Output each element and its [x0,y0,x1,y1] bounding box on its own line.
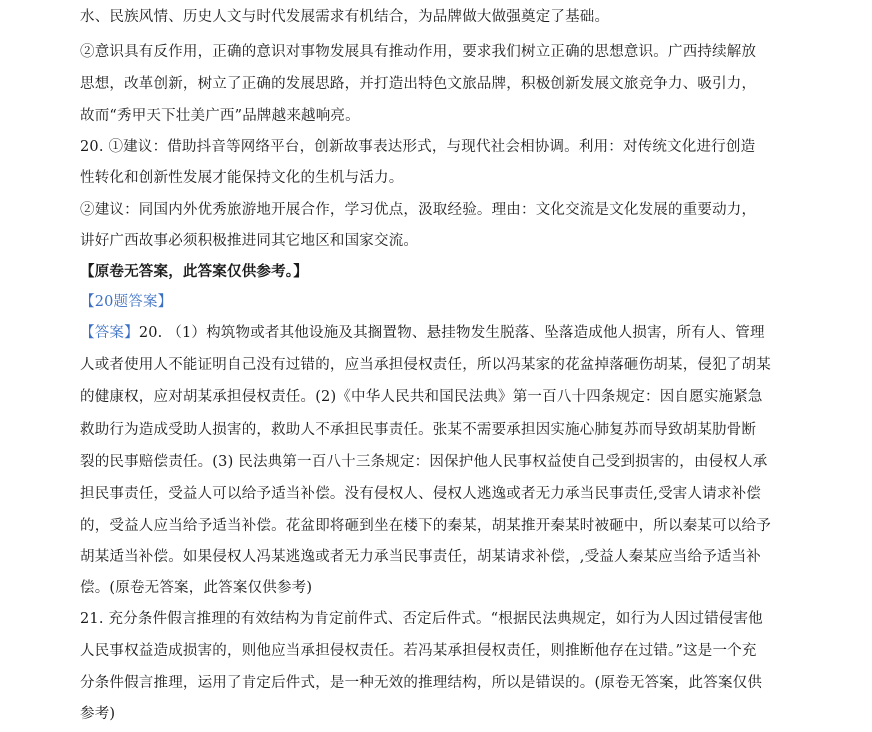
answer-text: 20. （1）构筑物或者其他设施及其搁置物、悬挂物发生脱落、坠落造成他人损害，所有人、管理 [138,325,765,341]
text-line: 分条件假言推理，运用了肯定后件式，是一种无效的推理结构，所以是错误的。(原卷无答案，此答案仅供 [80,675,763,691]
text-line: 思想，改革创新，树立了正确的发展思路，并打造出特色文旅品牌，积极创新发展文旅竞争力、吸引力， [80,76,757,92]
text-line: 的健康权，应对胡某承担侵权责任。(2)《中华人民共和国民法典》第一百八十四条规定：因自愿实施紧急 [80,389,763,405]
text-line: 水、民族风情、历史人文与时代发展需求有机结合，为品牌做大做强奠定了基础。 [80,9,610,25]
text-line: 讲好广西故事必须积极推进同其它地区和国家交流。 [80,233,419,249]
text-line: 胡某适当补偿。如果侵权人冯某逃逸或者无力承当民事责任，胡某请求补偿，,受益人秦某应当给予适当补 [80,549,762,565]
text-line: 20. ①建议：借助抖音等网络平台，创新故事表达形式，与现代社会相协调。利用：对传统文化进行创造 [80,139,756,155]
text-line: 偿。(原卷无答案，此答案仅供参考) [80,580,313,596]
text-line: 21. 充分条件假言推理的有效结构为肯定前件式、否定后件式。“根据民法典规定，如行为人因过错侵害他 [80,611,763,627]
text-line: 担民事责任，受益人可以给予适当补偿。没有侵权人、侵权人逃逸或者无力承当民事责任,受害人请求补偿 [80,486,762,502]
text-line: ②意识具有反作用，正确的意识对事物发展具有推动作用，要求我们树立正确的思想意识。广西持续解放 [80,44,757,60]
text-line: 人或者使用人不能证明自己没有过错的，应当承担侵权责任，所以冯某家的花盆掉落砸伤胡某，侵犯了胡某 [80,357,771,373]
text-line: 参考) [80,706,116,722]
text-line: 性转化和创新性发展才能保持文化的生机与活力。 [80,170,404,186]
text-line: 【原卷无答案，此答案仅供参考。】 [80,263,308,280]
text-line: 故而“秀甲天下壮美广西”品牌越来越响亮。 [80,108,360,124]
text-line: 的，受益人应当给予适当补偿。花盆即将砸到坐在楼下的秦某，胡某推开秦某时被砸中，所以秦某可以给予 [80,518,771,534]
answer-line [80,323,765,343]
text-line: 裂的民事赔偿责任。(3) 民法典第一百八十三条规定：因保护他人民事权益使自己受到损害的，由侵权人承 [80,454,768,470]
text-line: ②建议：同国内外优秀旅游地开展合作，学习优点，汲取经验。理由：文化交流是文化发展的重要动力， [80,202,757,218]
answer-tag: 【答案】 [80,325,139,341]
text-line: 救助行为造成受助人损害的，救助人不承担民事责任。张某不需要承担因实施心肺复苏而导致胡某肋骨断 [80,422,757,438]
section-heading: 【20题答案】 [80,294,173,310]
text-line: 人民事权益造成损害的，则他应当承担侵权责任。若冯某承担侵权责任，则推断他存在过错。”这是一个充 [80,643,757,659]
